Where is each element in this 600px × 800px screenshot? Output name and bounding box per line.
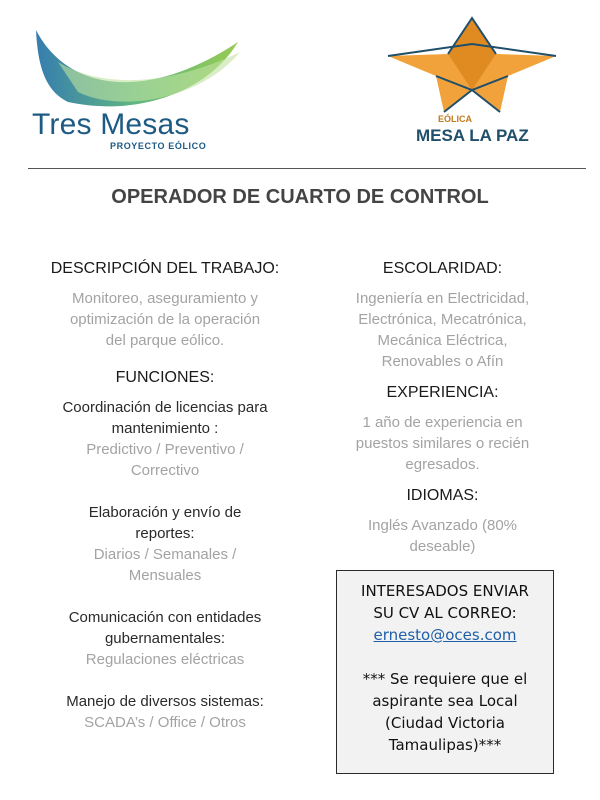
contact-box [336, 570, 554, 774]
contact-line: SU CV AL CORREO: [373, 604, 517, 622]
idiomas-body [330, 515, 555, 557]
escolaridad-line: Mecánica Eléctrica, [377, 332, 508, 349]
descripcion-line: optimización de la operación [69, 311, 261, 328]
funcion-title: mantenimiento : [111, 420, 219, 437]
funcion-detail: Mensuales [128, 567, 202, 584]
requirement-note: Tamaulipas)*** [388, 736, 502, 754]
tres-mesas-logo [28, 22, 248, 162]
descripcion-line: del parque eólico. [105, 332, 225, 349]
funcion-item [20, 397, 310, 481]
mesa-la-paz-logo [384, 14, 560, 160]
funcion-item [20, 607, 310, 670]
brand-subtitle: PROYECTO EÓLICO [110, 141, 207, 151]
funcion-detail: SCADA’s / Office / Otros [84, 714, 246, 731]
escolaridad-line: Ingeniería en Electricidad, [355, 290, 530, 307]
experiencia-body [330, 412, 555, 475]
wind-swoosh-icon [28, 22, 248, 117]
funcion-item [20, 502, 310, 586]
funcion-item [20, 691, 310, 733]
right-column [330, 258, 555, 557]
idiomas-line: deseable) [409, 538, 476, 555]
logo-tagline: EÓLICA [438, 114, 473, 124]
idiomas-line: Inglés Avanzado (80% [368, 517, 517, 534]
funcion-title: gubernamentales: [104, 630, 226, 647]
funciones-heading: FUNCIONES: [115, 369, 215, 386]
descripcion-line: Monitoreo, aseguramiento y [72, 290, 258, 307]
requirement-note: *** Se requiere que el [362, 670, 528, 688]
escolaridad-body [330, 288, 555, 372]
escolaridad-line: Electrónica, Mecatrónica, [358, 311, 527, 328]
requirement-note: aspirante sea Local [372, 692, 518, 710]
left-column [20, 258, 310, 733]
idiomas-heading: IDIOMAS: [406, 487, 479, 504]
page-title: OPERADOR DE CUARTO DE CONTROL [111, 186, 489, 208]
experiencia-line: egresados. [405, 456, 480, 473]
funcion-detail: Predictivo / Preventivo / [86, 441, 244, 458]
funcion-title: reportes: [135, 525, 195, 542]
funcion-detail: Diarios / Semanales / [93, 546, 237, 563]
brand-name: Tres Mesas [32, 108, 190, 141]
experiencia-line: 1 año de experiencia en [362, 414, 523, 431]
star-origami-icon [384, 14, 560, 114]
funcion-detail: Correctivo [130, 462, 200, 479]
funcion-title: Comunicación con entidades [68, 609, 262, 626]
experiencia-heading: EXPERIENCIA: [386, 384, 499, 401]
funcion-title: Manejo de diversos sistemas: [66, 693, 264, 710]
email-link[interactable]: ernesto@oces.com [373, 626, 517, 644]
escolaridad-line: Renovables o Afín [381, 353, 504, 370]
experiencia-line: puestos similares o recién [355, 435, 530, 452]
contact-line: INTERESADOS ENVIAR [361, 582, 529, 600]
requirement-note: (Ciudad Victoria [385, 714, 505, 732]
divider [28, 168, 586, 169]
funcion-title: Coordinación de licencias para [62, 399, 268, 416]
descripcion-heading: DESCRIPCIÓN DEL TRABAJO: [50, 260, 280, 277]
funcion-title: Elaboración y envío de [88, 504, 242, 521]
logo-name: MESA LA PAZ [416, 126, 529, 145]
spacer [337, 646, 553, 668]
descripcion-body [20, 288, 310, 351]
escolaridad-heading: ESCOLARIDAD: [382, 260, 503, 277]
funcion-detail: Regulaciones eléctricas [85, 651, 245, 668]
